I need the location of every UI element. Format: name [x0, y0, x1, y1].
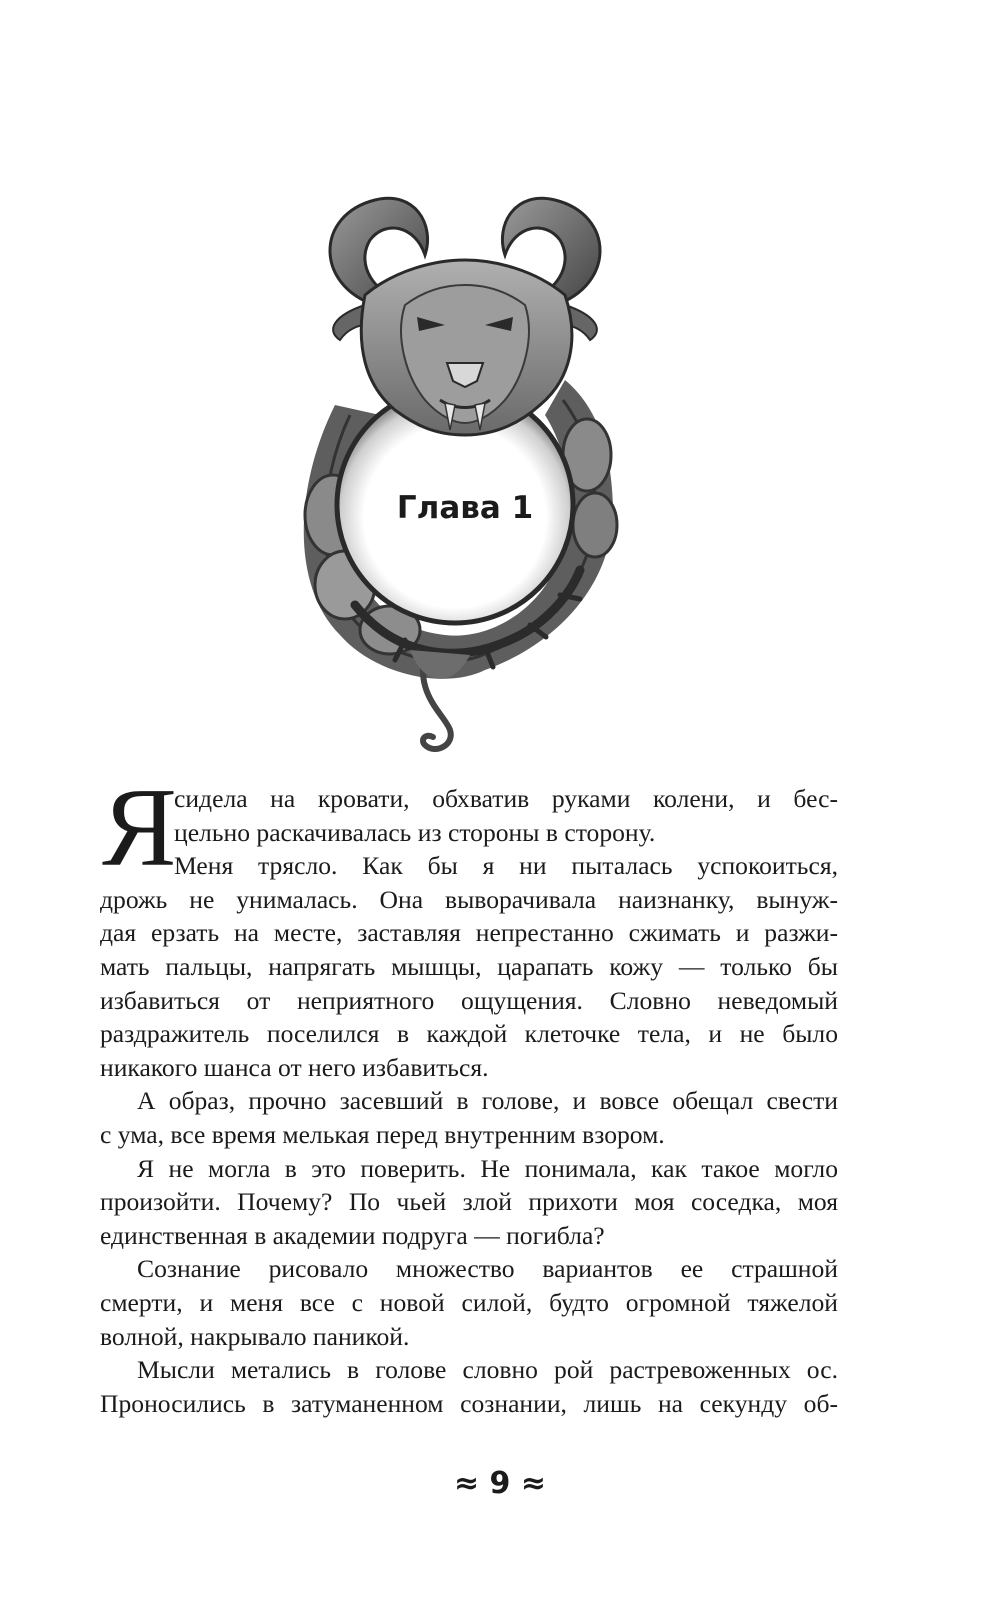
- body-text: [100, 766, 838, 1420]
- text-line: никакого шанса от него избавиться.: [100, 1052, 489, 1082]
- text-line: раздражитель поселился в каждой клеточке тела, и не было: [100, 1019, 838, 1049]
- text-line: смерти, и меня все с новой силой, будто огромной тяжелой: [100, 1287, 838, 1317]
- text-line: с ума, все время мелькая перед внутренним взором.: [100, 1119, 665, 1149]
- text-line: дрожь не унималась. Она выворачивала наизнанку, вынуж-: [100, 884, 838, 914]
- drop-cap: Я: [102, 766, 177, 890]
- text-line: Я не могла в это поверить. Не понимала, как такое могло: [137, 1153, 838, 1183]
- text-line: волной, накрывало паникой.: [100, 1321, 410, 1351]
- text-line: единственная в академии подруга — погибла?: [100, 1220, 605, 1250]
- text-line: Меня трясло. Как бы я ни пыталась успокоиться,: [174, 851, 838, 881]
- text-line: мать пальцы, напрягать мышцы, царапать кожу — только бы: [100, 951, 838, 981]
- page-number: ≈ 9 ≈: [453, 1466, 547, 1501]
- text-line: избавиться от неприятного ощущения. Словно неведомый: [100, 985, 838, 1015]
- text-line: Мысли метались в голове словно рой растревоженных ос.: [137, 1355, 838, 1385]
- text-line: сидела на кровати, обхватив руками колени, и бес-: [174, 784, 838, 813]
- text-line: дая ерзать на месте, заставляя непрестанно сжимать и разжи-: [100, 918, 838, 948]
- text-line: Проносились в затуманенном сознании, лишь на секунду об-: [100, 1388, 838, 1418]
- chapter-title: Глава 1: [396, 490, 534, 526]
- text-line: цельно раскачивалась из стороны в сторону.: [174, 817, 656, 847]
- ram-horned-lion-ring-icon: [295, 185, 635, 765]
- text-line: Сознание рисовало множество вариантов ее страшной: [137, 1254, 838, 1284]
- text-line: произойти. Почему? По чьей злой прихоти моя соседка, моя: [100, 1187, 838, 1217]
- text-line: А образ, прочно засевший в голове, и вовсе обещал свести: [137, 1086, 838, 1116]
